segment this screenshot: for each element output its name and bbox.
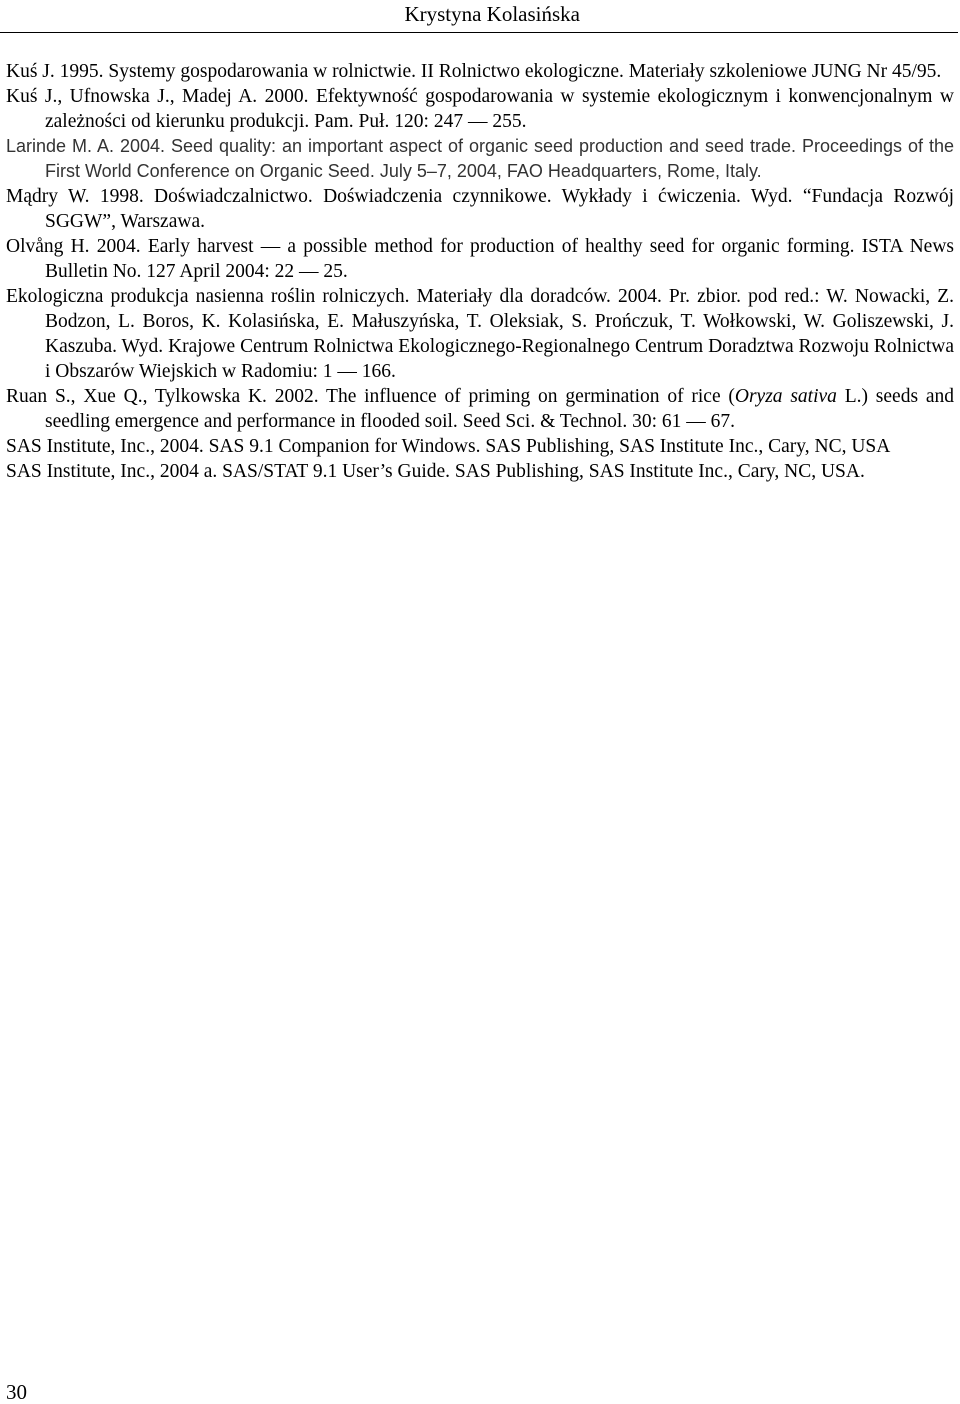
reference-text: Kuś J., Ufnowska J., Madej A. 2000. Efektywność gospodarowania w systemie ekologicznym i konwencjonalnym w zależności od kierunku produkcji. Pam. Puł. 120: 247 — 255. [6, 86, 954, 132]
reference-text: SAS Institute, Inc., 2004 a. SAS/STAT 9.1 User’s Guide. SAS Publishing, SAS Institute Inc., Cary, NC, USA. [6, 461, 865, 482]
reference-text: SAS Institute, Inc., 2004. SAS 9.1 Companion for Windows. SAS Publishing, SAS Institute Inc., Cary, NC, USA [6, 436, 891, 457]
reference-entry [6, 459, 954, 484]
reference-text: Mądry W. 1998. Doświadczalnictwo. Doświadczenia czynnikowe. Wykłady i ćwiczenia. Wyd. “Fundacja Rozwój SGGW”, Warszawa. [6, 186, 954, 232]
reference-entry [6, 284, 954, 384]
reference-text: Ekologiczna produkcja nasienna roślin rolniczych. Materiały dla doradców. 2004. Pr. zbior. pod red.: W. Nowacki, Z. Bodzon, L. Boros, K. Kolasińska, E. Małuszyńska, T. Oleksiak, S. Prończuk, T. Wołkowski, W. Goliszewski, J. Kaszuba. Wyd. Krajowe Centrum Rolnictwa Ekologicznego-Regionalnego Centrum Doradztwa Rozwoju Rolnictwa i Obszarów Wiejskich w Radomiu: 1 — 166. [6, 286, 954, 382]
reference-entry [6, 234, 954, 284]
reference-entry [6, 84, 954, 134]
reference-entry [6, 184, 954, 234]
reference-entry [6, 434, 954, 459]
reference-entry [6, 134, 954, 184]
page-header [0, 0, 958, 33]
reference-entry [6, 59, 954, 84]
reference-text: Kuś J. 1995. Systemy gospodarowania w rolnictwie. II Rolnictwo ekologiczne. Materiały szkoleniowe JUNG Nr 45/95. [6, 61, 942, 82]
page-number: 30 [6, 1380, 27, 1404]
reference-entry [6, 384, 954, 434]
running-header-author: Krystyna Kolasińska [404, 2, 580, 26]
reference-text: Olvång H. 2004. Early harvest — a possible method for production of healthy seed for organic forming. ISTA News Bulletin No. 127 April 2004: 22 — 25. [6, 236, 954, 282]
reference-list [6, 59, 954, 484]
reference-text: Ruan S., Xue Q., Tylkowska K. 2002. The influence of priming on germination of rice ( [6, 386, 735, 407]
reference-text: L.) seeds and seedling emergence and performance in flooded soil. Seed Sci. & Technol. 30: 61 — 67. [45, 386, 954, 432]
reference-text: Larinde M. A. 2004. Seed quality: an important aspect of organic seed production and seed trade. Proceedings of the First World Conference on Organic Seed. July 5–7, 2004, FAO Headquarters, Rome, Italy. [6, 136, 954, 181]
species-name-italic: Oryza sativa [734, 386, 837, 407]
